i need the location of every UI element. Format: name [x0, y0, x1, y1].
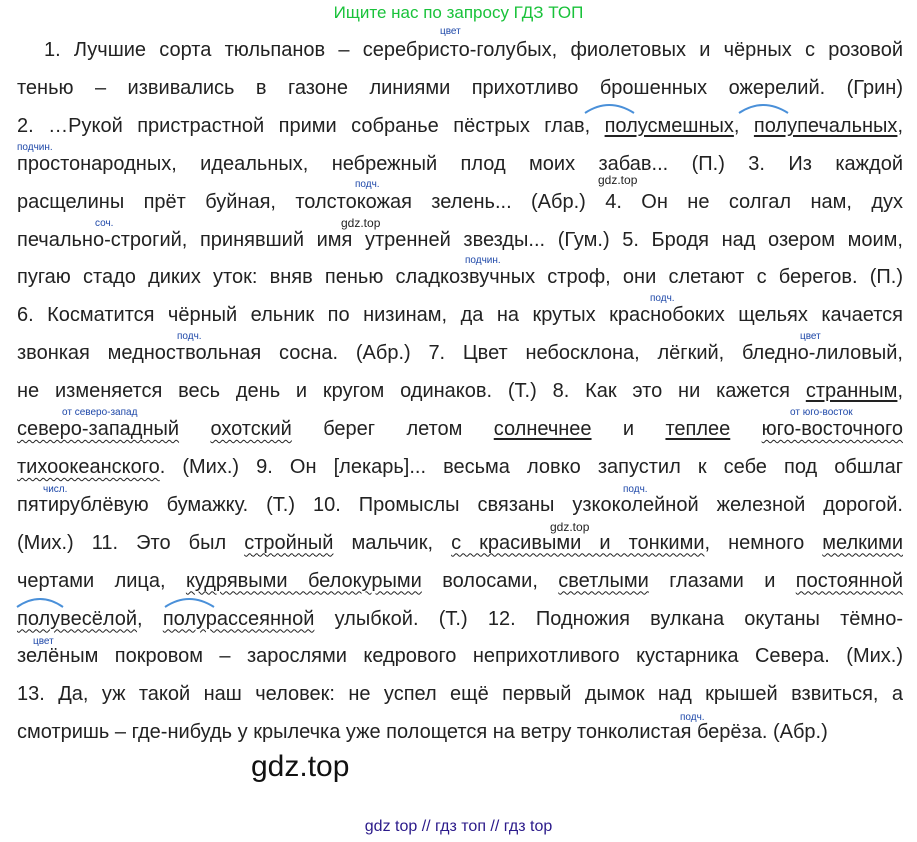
annotation-color: цвет: [800, 331, 821, 342]
text-segment: [730, 418, 761, 440]
annotation-subordinate: подч.: [177, 331, 202, 342]
text-segment: не изменяется весь день и кругом одинаков. (Т.) 8. Как это ни кажется: [17, 380, 806, 403]
underlined-predicate: полупечальных: [753, 114, 898, 137]
underlined-attribute: юго-восточного: [761, 418, 903, 440]
text-segment: печально-строгий, принявший имя утренней звезды... (Гум.) 5. Бродя над озером моим,: [17, 228, 903, 251]
text-segment: 6. Косматится чёрный ельник по низинам, да на крутых краснобоких щельях качается: [17, 304, 903, 327]
text-segment: простонародных, идеальных, небрежный плод моих забав... (П.) 3. Из каждой: [17, 152, 903, 175]
text-segment: тенью – извивались в газоне линиями прихотливо брошенных ожерелий. (Грин): [17, 76, 903, 99]
annotation-color: цвет: [440, 26, 461, 37]
text-segment: 1. Лучшие сорта тюльпанов – серебристо-голубых, фиолетовых и чёрных с розовой: [44, 39, 903, 61]
text-segment: (Мих.) 11. Это был: [17, 531, 245, 554]
watermark: gdz.top: [550, 520, 590, 534]
text-segment: ,: [897, 380, 903, 403]
text-line: [17, 114, 903, 138]
annotation-direction: от северо-запад: [62, 407, 138, 418]
text-segment: берег летом: [291, 418, 494, 440]
underlined-attribute: светлыми: [558, 569, 649, 592]
text-segment: расщелины прёт буйная, толстокожая зелень... (Абр.) 4. Он не солгал нам, дух: [17, 190, 903, 213]
text-line: [44, 38, 903, 62]
text-segment: 13. Да, уж такой наш человек: не успел ещё первый дымок над крышей взвиться, а: [17, 683, 903, 706]
text-line: [17, 265, 903, 289]
watermark: gdz.top: [341, 216, 381, 230]
text-line: [17, 720, 903, 744]
annotation-subordinate: подч.: [680, 712, 705, 723]
underlined-predicate: теплее: [665, 418, 731, 440]
underlined-attribute: кудрявыми белокурыми: [185, 569, 422, 592]
annotation-numeral: числ.: [43, 484, 68, 495]
footer-links: gdz top // гдз топ // гдз top: [364, 818, 553, 835]
text-line: [17, 228, 903, 252]
underlined-predicate: полусмешных: [604, 114, 734, 137]
text-segment: зелёным покровом – зарослями кедрового неприхотливого кустарника Севера. (Мих.): [17, 645, 903, 668]
prefix-arc-mark: [162, 595, 217, 609]
text-segment: улыбкой. (Т.) 12. Подножия вулкана окутаны тёмно-: [314, 607, 903, 630]
text-segment: 2. …Рукой пристрастной прими собранье пёстрых глав,: [17, 114, 605, 137]
underlined-attribute: полурассеянной: [162, 607, 315, 630]
search-banner: Ищите нас по запросу ГДЗ ТОП: [333, 3, 584, 22]
prefix-arc-mark: [14, 595, 66, 609]
text-line: [17, 607, 903, 631]
text-segment: глазами и: [648, 569, 796, 592]
text-segment: волосами,: [421, 569, 559, 592]
text-line: [17, 644, 903, 668]
text-segment: [179, 418, 210, 440]
text-segment: смотришь – где-нибудь у крылечка уже полощется на ветру тонколистая берёза. (Абр.): [17, 721, 828, 744]
text-line: [17, 341, 903, 365]
text-line: [17, 152, 903, 176]
watermark-large: gdz.top: [251, 750, 350, 783]
underlined-attribute: мелкими: [822, 531, 904, 554]
text-segment: , немного: [704, 531, 823, 554]
prefix-arc-mark: [582, 101, 637, 115]
annotation-coordinate: соч.: [95, 218, 114, 229]
watermark: gdz.top: [598, 173, 638, 187]
text-line: [17, 303, 903, 327]
text-line: [17, 493, 903, 517]
text-segment: ,: [137, 607, 163, 630]
underlined-attribute: охотский: [210, 418, 292, 440]
text-line: [17, 531, 903, 555]
annotation-subordinate: подчин.: [465, 255, 501, 266]
annotation-subordinate: подчин.: [17, 142, 53, 153]
underlined-attribute: постоянной: [795, 569, 903, 592]
text-line: [17, 76, 903, 100]
text-segment: звонкая медноствольная сосна. (Абр.) 7. Цвет небосклона, лёгкий, бледно-лиловый,: [17, 342, 903, 365]
annotation-direction: от юго-восток: [790, 407, 853, 418]
text-line: [17, 417, 903, 441]
underlined-attribute: с красивыми и тонкими: [451, 531, 705, 554]
underlined-predicate: солнечнее: [493, 418, 592, 440]
underlined-attribute: полувесёлой: [17, 607, 138, 630]
text-line: [17, 682, 903, 706]
text-line: [17, 569, 903, 593]
text-line: [17, 190, 903, 214]
text-segment: пятирублёвую бумажку. (Т.) 10. Промыслы связаны узкоколейной железной дорогой.: [17, 493, 903, 516]
annotation-subordinate: подч.: [623, 484, 648, 495]
text-segment: ,: [733, 114, 754, 137]
annotation-subordinate: подч.: [355, 179, 380, 190]
annotation-subordinate: подч.: [650, 293, 675, 304]
underlined-attribute: стройный: [244, 531, 334, 554]
underlined-predicate: странным: [805, 380, 898, 403]
text-segment: . (Мих.) 9. Он [лекарь]... весьма ловко запустил к себе под обшлаг: [159, 455, 903, 478]
text-segment: ,: [897, 114, 903, 137]
text-segment: пугаю стадо диких уток: вняв пенью сладкозвучных строф, они слетают с берегов. (П.): [17, 266, 903, 289]
text-segment: мальчик,: [333, 531, 452, 554]
underlined-attribute: северо-западный: [17, 418, 180, 440]
underlined-attribute: тихоокеанского: [17, 455, 160, 478]
annotation-color: цвет: [33, 636, 54, 647]
text-segment: и: [591, 418, 666, 440]
text-segment: чертами лица,: [17, 569, 186, 592]
prefix-arc-mark: [736, 101, 791, 115]
text-line: [17, 455, 903, 479]
text-line: [17, 379, 903, 403]
